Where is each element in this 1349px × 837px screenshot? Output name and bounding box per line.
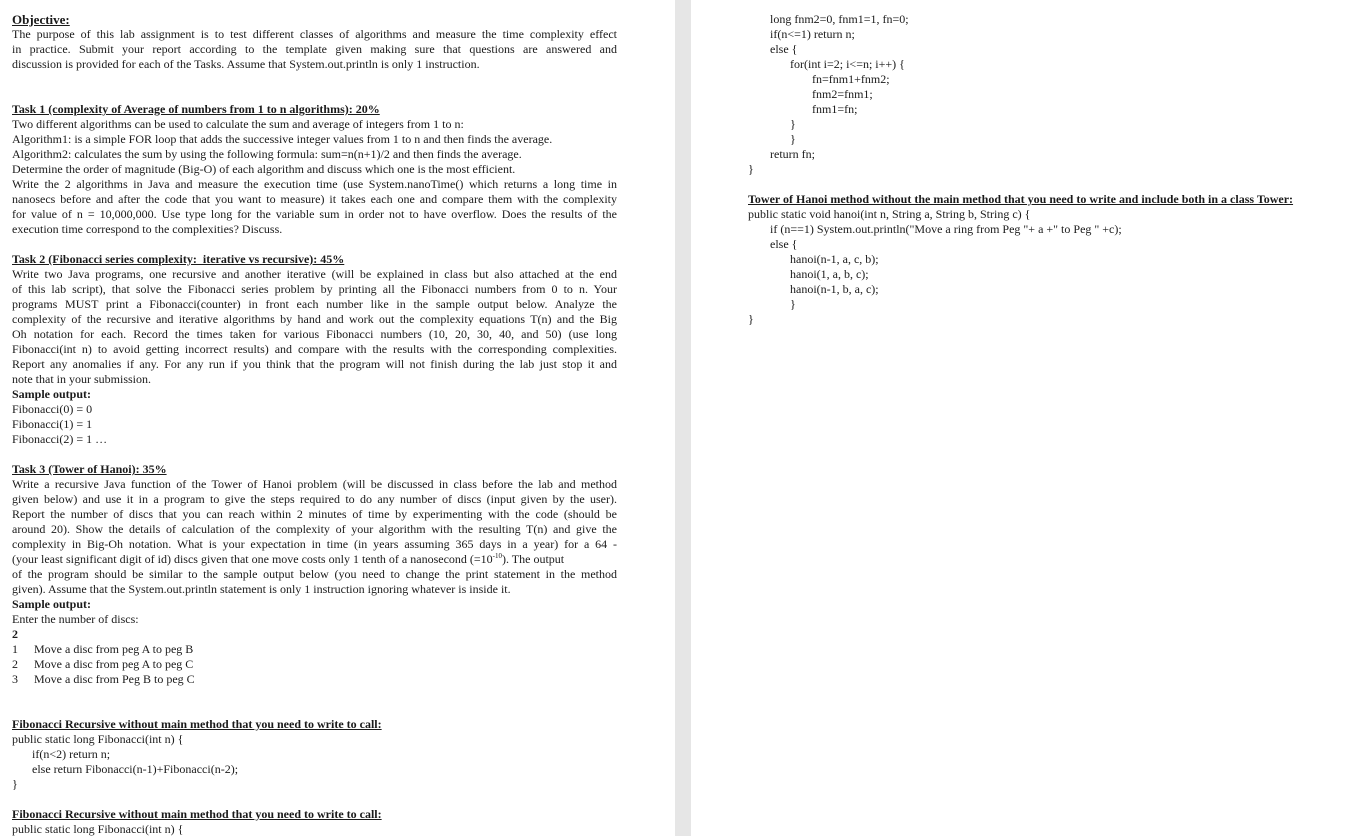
task3-line: Report the number of discs that you can reach within 2 minutes of time by experimenting with the code (should be bbox=[12, 507, 617, 521]
code-line: public static void hanoi(int n, String a, String b, String c) { bbox=[748, 207, 1031, 221]
code-line: hanoi(n-1, b, a, c); bbox=[790, 282, 879, 296]
task3-line: of the program should be similar to the sample output below (you need to change the print statement in the method bbox=[12, 567, 617, 581]
task3-line: Write a recursive Java function of the Tower of Hanoi problem (will be discussed in class before the lab and method bbox=[12, 477, 617, 491]
task1-line: nanosecs before and after the code that you want to measure) it takes each one and compare them with the complexity bbox=[12, 192, 617, 206]
discs-prompt: Enter the number of discs: bbox=[12, 612, 139, 626]
task2-heading: Task 2 (Fibonacci series complexity: iterative vs recursive): 45% bbox=[12, 252, 345, 266]
task1-line: Algorithm2: calculates the sum by using the following formula: sum=n(n+1)/2 and then finds the average. bbox=[12, 147, 522, 161]
code-line: } bbox=[790, 117, 796, 131]
discs-input-value: 2 bbox=[12, 627, 18, 641]
objective-line: discussion is provided for each of the Tasks. Assume that System.out.println is only 1 instruction. bbox=[12, 57, 480, 71]
task2-line: Write two Java programs, one recursive and another iterative (will be explained in class but also attached at the end bbox=[12, 267, 617, 281]
task1-line: Two different algorithms can be used to calculate the sum and average of integers from 1 to n: bbox=[12, 117, 464, 131]
task1-line: Write the 2 algorithms in Java and measure the execution time (use System.nanoTime() which returns a long time in bbox=[12, 177, 617, 191]
task3-line: complexity in Big-Oh notation. What is your expectation in time (in years assuming 365 days in a year) for a 64 - bbox=[12, 537, 617, 551]
task3-line-with-exponent bbox=[12, 552, 617, 567]
code-line: } bbox=[790, 297, 796, 311]
task3-line6-text: (your least significant digit of id) discs given that one move costs only 1 tenth of a nanosecond (=10 bbox=[12, 552, 493, 566]
task1-line: for value of n = 10,000,000. Use type long for the variable sum in order not to have overflow. Does the results of the bbox=[12, 207, 617, 221]
objective-line: The purpose of this lab assignment is to test different classes of algorithms and measure the time complexity effect bbox=[12, 27, 617, 41]
move-line: 2 Move a disc from peg A to peg C bbox=[12, 657, 194, 671]
code-line: } bbox=[748, 162, 754, 176]
code-line: hanoi(1, a, b, c); bbox=[790, 267, 869, 281]
code-line: else return Fibonacci(n-1)+Fibonacci(n-2); bbox=[32, 762, 239, 776]
code-line: } bbox=[790, 132, 796, 146]
task1-line: execution time correspond to the complexities? Discuss. bbox=[12, 222, 283, 236]
task2-line: Oh notation for each. Record the times taken for various Fibonacci numbers (10, 20, 30, 40, and 50) (use long bbox=[12, 327, 617, 341]
task3-line: given). Assume that the System.out.println statement is only 1 instruction ignoring whatever is inside it. bbox=[12, 582, 511, 596]
code-line: hanoi(n-1, a, c, b); bbox=[790, 252, 879, 266]
task3-line: given below) and use it in a program to give the steps required to do any number of discs (input given by the user). bbox=[12, 492, 617, 506]
code-line: fnm1=fn; bbox=[812, 102, 858, 116]
code-line: if(n<=1) return n; bbox=[770, 27, 855, 41]
code-line: return fn; bbox=[770, 147, 815, 161]
code-line: public static long Fibonacci(int n) { bbox=[12, 822, 184, 836]
objective-heading: Objective: bbox=[12, 12, 70, 27]
task2-line: complexity of the recursive and iterative algorithms by hand and work out the complexity equations T(n) and the Big bbox=[12, 312, 617, 326]
code-line: } bbox=[748, 312, 754, 326]
fibonacci-sample-line: Fibonacci(0) = 0 bbox=[12, 402, 93, 416]
code-line: else { bbox=[770, 42, 798, 56]
fibonacci-sample-line: Fibonacci(2) = 1 … bbox=[12, 432, 108, 446]
hanoi-heading: Tower of Hanoi method without the main method that you need to write and include both in a class Tower: bbox=[748, 192, 1294, 206]
right-page-column bbox=[748, 12, 1348, 327]
code-line: else { bbox=[770, 237, 798, 251]
fib-recursive-heading: Fibonacci Recursive without main method that you need to write to call: bbox=[12, 717, 382, 731]
task1-line: Algorithm1: is a simple FOR loop that adds the successive integer values from 1 to n and then finds the average. bbox=[12, 132, 553, 146]
task3-heading: Task 3 (Tower of Hanoi): 35% bbox=[12, 462, 167, 476]
code-line: public static long Fibonacci(int n) { bbox=[12, 732, 184, 746]
task2-line: Report any anomalies if any. For any run if you think that the program will not finish during the lab just stop it and bbox=[12, 357, 617, 371]
code-line: if (n==1) System.out.println("Move a ring from Peg "+ a +" to Peg " +c); bbox=[770, 222, 1122, 236]
task2-line: of this lab script), that solve the Fibonacci series problem by printing all the Fibonacci numbers from 0 to n. Your bbox=[12, 282, 617, 296]
task1-line: Determine the order of magnitude (Big-O) of each algorithm and discuss which one is the most efficient. bbox=[12, 162, 516, 176]
task3-line6-tail: ). The output bbox=[502, 552, 565, 566]
task1-heading: Task 1 (complexity of Average of numbers from 1 to n algorithms): 20% bbox=[12, 102, 380, 116]
fibonacci-sample-line: Fibonacci(1) = 1 bbox=[12, 417, 93, 431]
task2-line: note that in your submission. bbox=[12, 372, 151, 386]
left-page-column bbox=[12, 12, 617, 837]
objective-line: in practice. Submit your report according to the template given making sure that questions are answered and bbox=[12, 42, 617, 56]
code-line: fn=fnm1+fnm2; bbox=[812, 72, 890, 86]
page-gutter bbox=[675, 0, 691, 836]
code-line: if(n<2) return n; bbox=[32, 747, 111, 761]
move-line: 3 Move a disc from Peg B to peg C bbox=[12, 672, 195, 686]
fib-iterative-heading: Fibonacci Recursive without main method that you need to write to call: bbox=[12, 807, 382, 821]
task3-sample-label: Sample output: bbox=[12, 597, 92, 611]
task2-line: Fibonacci(int n) to avoid getting incorrect results) and compare with the results with the corresponding complexities. bbox=[12, 342, 617, 356]
exponent: -10 bbox=[492, 552, 503, 560]
task2-sample-label: Sample output: bbox=[12, 387, 92, 401]
code-line: fnm2=fnm1; bbox=[812, 87, 873, 101]
code-line: for(int i=2; i<=n; i++) { bbox=[790, 57, 905, 71]
task3-line: around 20). Show the details of calculation of the complexity of your algorithm with the resulting T(n) and give the bbox=[12, 522, 617, 536]
code-line: long fnm2=0, fnm1=1, fn=0; bbox=[770, 12, 909, 26]
move-line: 1 Move a disc from peg A to peg B bbox=[12, 642, 194, 656]
task2-line: programs MUST print a Fibonacci(counter) in front each number like in the sample output below. Analyze the bbox=[12, 297, 617, 311]
code-line: } bbox=[12, 777, 18, 791]
